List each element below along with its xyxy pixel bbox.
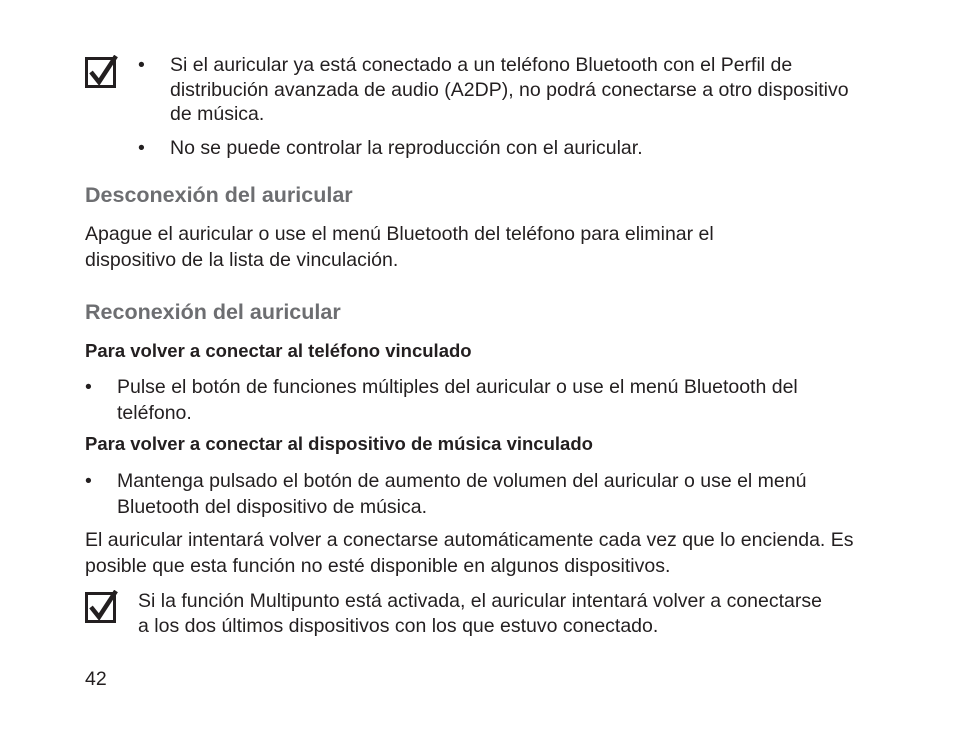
bullet-text: Pulse el botón de funciones múltiples del auricular o use el menú Bluetooth del teléfono. [117, 376, 798, 424]
section-heading-disconnect: Desconexión del auricular [85, 183, 353, 207]
reconnect-paragraph: El auricular intentará volver a conectarse automáticamente cada vez que lo encienda. Es posible que esta función no esté disponible en algunos dispositivos. [85, 529, 854, 577]
bullet-item [85, 375, 865, 426]
page-number: 42 [85, 668, 107, 690]
note-paragraph: Si la función Multipunto está activada, el auricular intentará volver a conectarse a los dos últimos dispositivos con los que estuvo conectado. [138, 590, 822, 637]
bullet-dot: • [138, 54, 145, 76]
bullet-dot: • [138, 137, 145, 159]
disconnect-paragraph: Apague el auricular o use el menú Bluetooth del teléfono para eliminar el dispositivo de la lista de vinculación. [85, 223, 714, 271]
note-bullet-item [138, 136, 858, 161]
note-text [138, 589, 838, 638]
checkbox-check-icon [85, 55, 119, 89]
section-heading-reconnect: Reconexión del auricular [85, 300, 341, 324]
note-bullet-item [138, 53, 858, 127]
bullet-item [85, 469, 845, 520]
checkbox-check-icon [85, 590, 119, 624]
bullet-dot: • [85, 376, 92, 398]
bullet-text: Mantenga pulsado el botón de aumento de volumen del auricular o use el menú Bluetooth del dispositivo de música. [117, 470, 807, 518]
subheading-music: Para volver a conectar al dispositivo de música vinculado [85, 433, 593, 454]
subheading-phone: Para volver a conectar al teléfono vinculado [85, 340, 472, 361]
bullet-dot: • [85, 470, 92, 492]
note-bullet-text: No se puede controlar la reproducción con el auricular. [170, 137, 643, 159]
note-bullet-text: Si el auricular ya está conectado a un teléfono Bluetooth con el Perfil de distribución avanzada de audio (A2DP), no podrá conectarse a otro dispositivo de música. [170, 54, 849, 125]
